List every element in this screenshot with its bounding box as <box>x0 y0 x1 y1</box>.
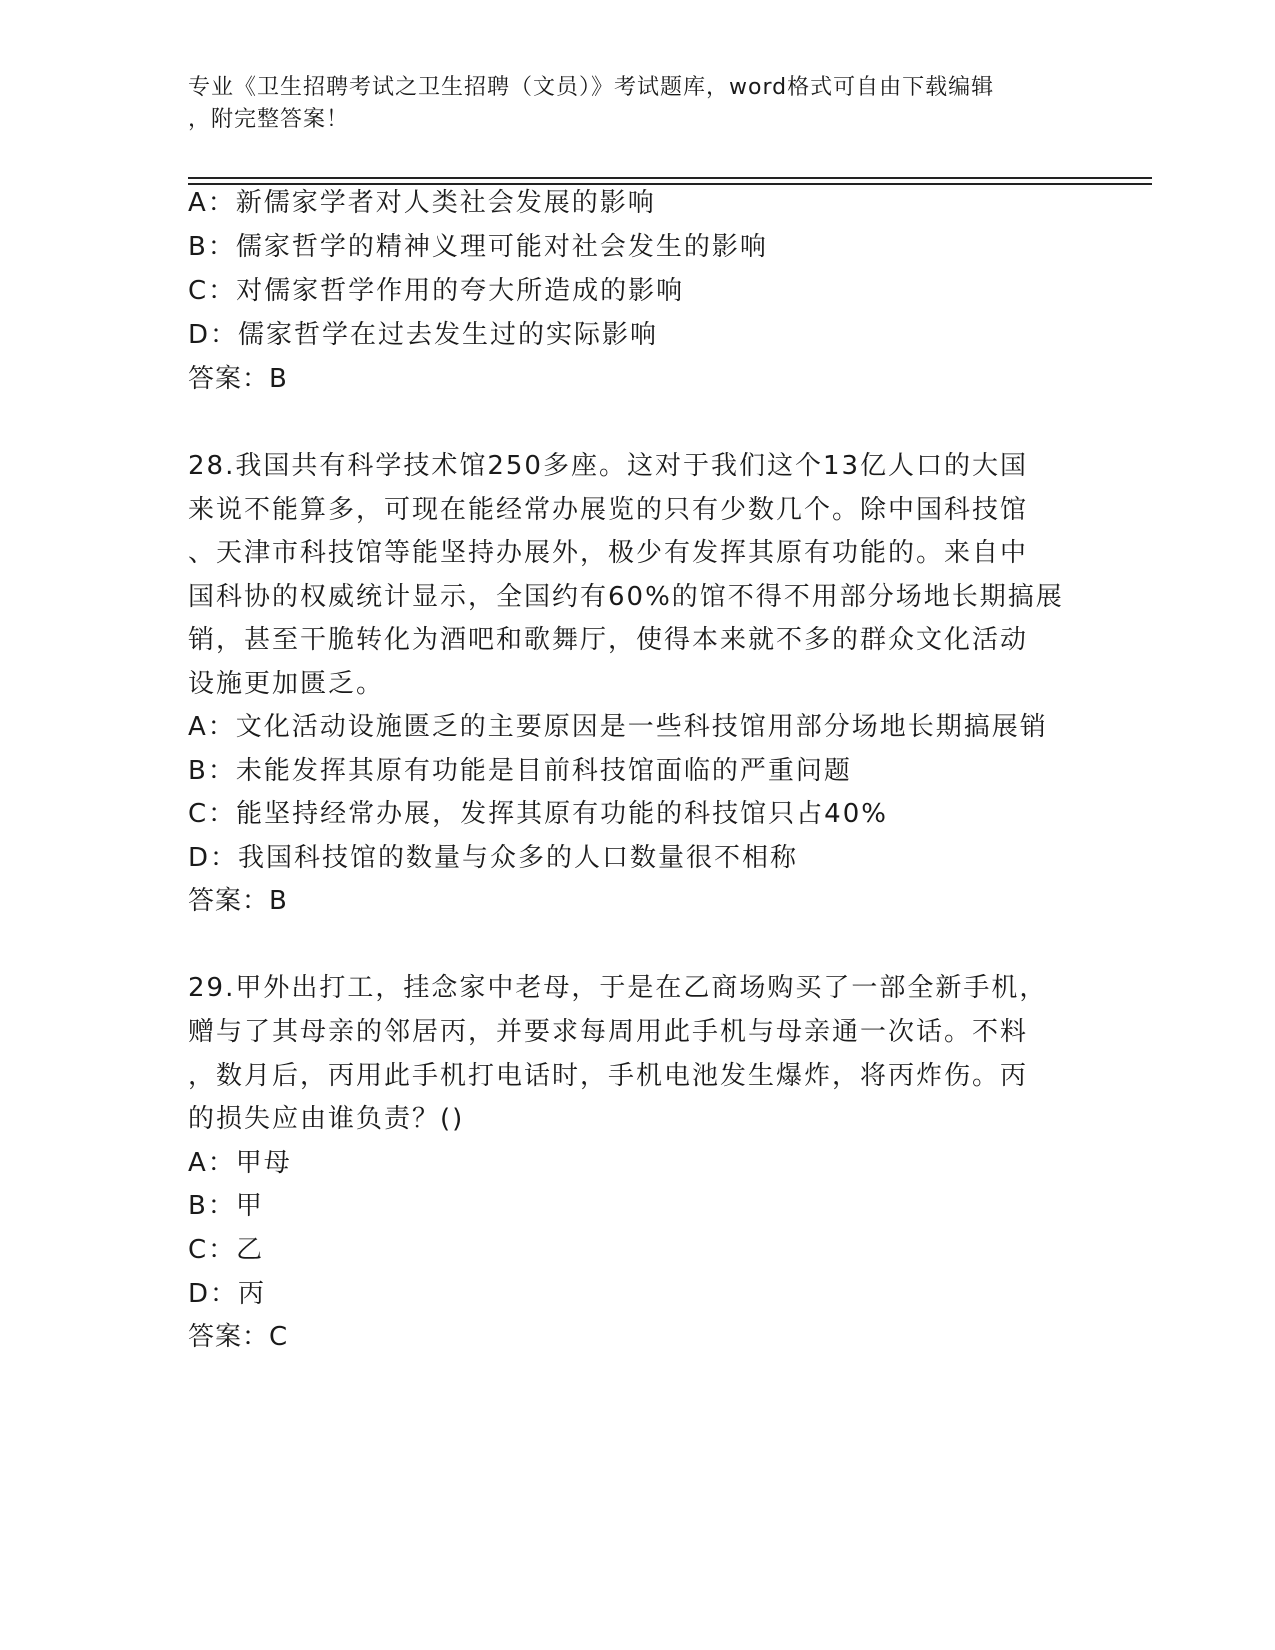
option-a: A：甲母 <box>188 1148 292 1178</box>
option-c: C：能坚持经常办展，发挥其原有功能的科技馆只占40% <box>188 799 888 829</box>
option-d: D：我国科技馆的数量与众多的人口数量很不相称 <box>188 843 799 873</box>
option-c: C：对儒家哲学作用的夸大所造成的影响 <box>188 276 685 306</box>
option-b: B：甲 <box>188 1191 264 1221</box>
option-a: A：文化活动设施匮乏的主要原因是一些科技馆用部分场地长期搞展销 <box>188 712 1048 742</box>
option-b: B：未能发挥其原有功能是目前科技馆面临的严重问题 <box>188 756 852 786</box>
question-stem-line: 销，甚至干脆转化为酒吧和歌舞厅，使得本来就不多的群众文化活动 <box>188 625 1029 655</box>
answer: 答案：C <box>188 1322 289 1352</box>
question-stem-line: 来说不能算多，可现在能经常办展览的只有少数几个。除中国科技馆 <box>188 495 1029 525</box>
question-stem-line: 国科协的权威统计显示，全国约有60%的馆不得不用部分场地长期搞展 <box>188 582 1064 612</box>
option-d: D：儒家哲学在过去发生过的实际影响 <box>188 320 659 350</box>
answer: 答案：B <box>188 364 288 394</box>
question-stem-line: 28.我国共有科学技术馆250多座。这对于我们这个13亿人口的大国 <box>188 451 1029 481</box>
option-c: C：乙 <box>188 1235 265 1265</box>
question-stem-line: 赠与了其母亲的邻居丙，并要求每周用此手机与母亲通一次话。不料 <box>188 1017 1029 1047</box>
question-stem-line: 设施更加匮乏。 <box>188 669 385 699</box>
header-line-1: 专业《卫生招聘考试之卫生招聘（文员）》考试题库，word格式可自由下载编辑 <box>188 75 995 100</box>
question-stem-line: ，数月后，丙用此手机打电话时，手机电池发生爆炸，将丙炸伤。丙 <box>188 1061 1029 1091</box>
document-header <box>188 72 1068 136</box>
header-divider <box>188 177 1152 179</box>
option-b: B：儒家哲学的精神义理可能对社会发生的影响 <box>188 232 768 262</box>
header-line-2: ，附完整答案！ <box>188 107 350 132</box>
question-stem-line: 的损失应由谁负责？() <box>188 1104 465 1134</box>
option-a: A：新儒家学者对人类社会发展的影响 <box>188 188 656 218</box>
question-stem-line: 29.甲外出打工，挂念家中老母，于是在乙商场购买了一部全新手机， <box>188 973 1048 1003</box>
question-stem-line: 、天津市科技馆等能坚持办展外，极少有发挥其原有功能的。来自中 <box>188 538 1029 568</box>
option-d: D：丙 <box>188 1279 267 1309</box>
answer: 答案：B <box>188 886 288 916</box>
